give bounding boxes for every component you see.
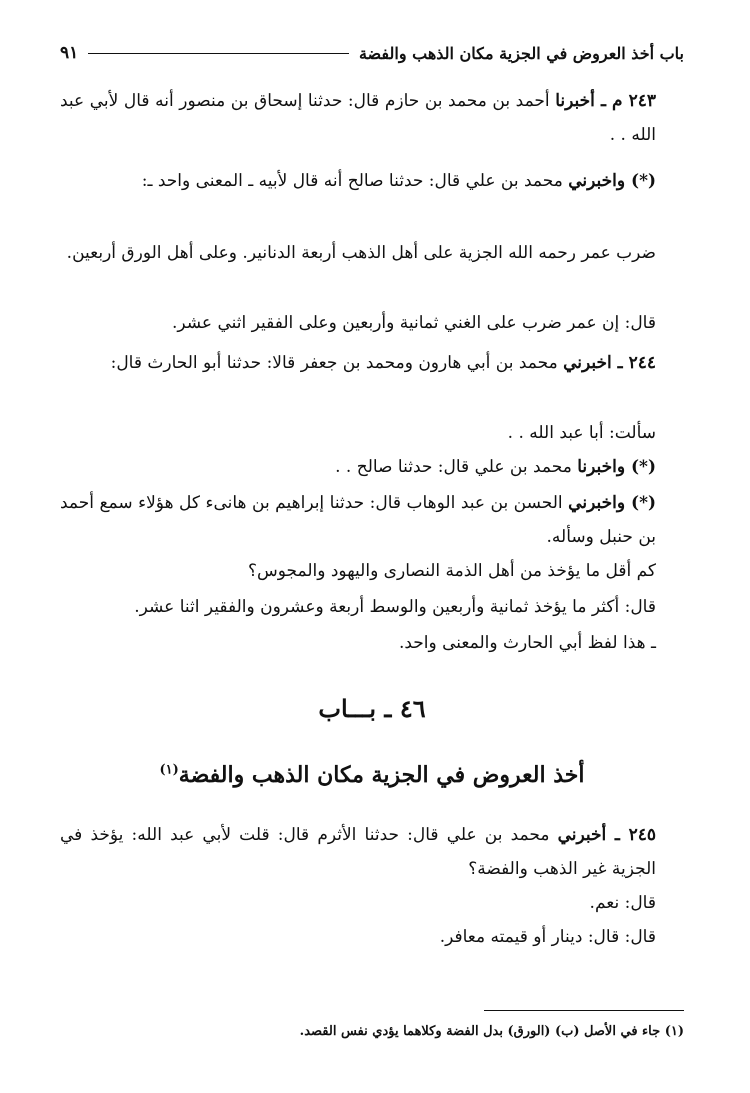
chapter-title [60,762,684,788]
paragraph-text: أحمد بن محمد بن حازم قال: حدثنا إسحاق بن منصور أنه قال لأبي عبد الله . . [60,91,656,145]
paragraph-naam [60,886,684,920]
paragraph-text: قال: قال: دينار أو قيمته معافر. [439,927,656,947]
paragraph-wa-akhbarani-1 [60,164,684,198]
footnote-marker: (١) [159,762,179,778]
paragraph-qala-umar [60,306,684,340]
paragraph-wa-akhbarana [60,450,684,484]
paragraph-lead: (*) واخبرني [568,171,656,191]
chapter-heading: ٤٦ ـ بـــاب [318,694,426,723]
paragraph-text: محمد بن علي قال: حدثنا صالح . . [335,457,572,477]
paragraph-text: قال: نعم. [589,893,656,913]
paragraph-lead: (*) واخبرنا [577,457,656,477]
paragraph-text: ـ هذا لفظ أبي الحارث والمعنى واحد. [398,633,656,653]
paragraph-245 [60,818,684,886]
paragraph-243 [60,84,684,152]
paragraph-question [60,554,684,588]
paragraph-text: محمد بن علي قال: حدثنا الأثرم قال: قلت لأبي عبد الله: يؤخذ في الجزية غير الذهب والفضة؟ [60,825,656,879]
page-number: ٩١ [60,43,79,63]
paragraph-244 [60,346,684,380]
paragraph-saaltu [60,416,684,450]
book-page [60,0,684,1093]
paragraph-lafz [60,626,684,660]
paragraph-lead: ٢٤٣ م ـ أخبرنا [555,91,656,111]
paragraph-wa-akhbarani-2 [60,486,684,554]
paragraph-text: سألت: أبا عبد الله . . [507,423,656,443]
header-rule [88,53,349,54]
footnote-rule [484,1010,684,1011]
paragraph-lead: ٢٤٤ ـ اخبرني [563,353,656,373]
paragraph-answer [60,590,684,624]
paragraph-text: الحسن بن عبد الوهاب قال: حدثنا إبراهيم بن هانىء كل هؤلاء سمع أحمد بن حنبل وسأله. [60,493,656,547]
paragraph-text: قال: إن عمر ضرب على الغني ثمانية وأربعين وعلى الفقير اثني عشر. [171,313,656,333]
running-header [60,38,684,68]
paragraph-lead: ٢٤٥ ـ أخبرني [557,825,656,845]
chapter-title-text: أخذ العروض في الجزية مكان الذهب والفضة [178,762,585,788]
paragraph-text: ضرب عمر رحمه الله الجزية على أهل الذهب أربعة الدنانير. وعلى أهل الورق أربعين. [66,243,656,263]
footnote: (١) جاء في الأصل (ب) (الورق) بدل الفضة وكلاهما يؤدي نفس القصد. [299,1024,684,1039]
paragraph-text: محمد بن علي قال: حدثنا صالح أنه قال لأبيه ـ المعنى واحد ـ: [141,171,563,191]
paragraph-darab-umar [60,236,684,270]
paragraph-text: كم أقل ما يؤخذ من أهل الذمة النصارى واليهود والمجوس؟ [247,561,656,581]
paragraph-lead: (*) واخبرني [568,493,657,513]
paragraph-text: قال: أكثر ما يؤخذ ثمانية وأربعين والوسط أربعة وعشرون والفقير اثنا عشر. [134,597,656,617]
paragraph-dinar [60,920,684,954]
paragraph-text: محمد بن أبي هارون ومحمد بن جعفر قالا: حدثنا أبو الحارث قال: [110,353,558,373]
header-title: باب أخذ العروض في الجزية مكان الذهب والفضة [358,43,684,63]
